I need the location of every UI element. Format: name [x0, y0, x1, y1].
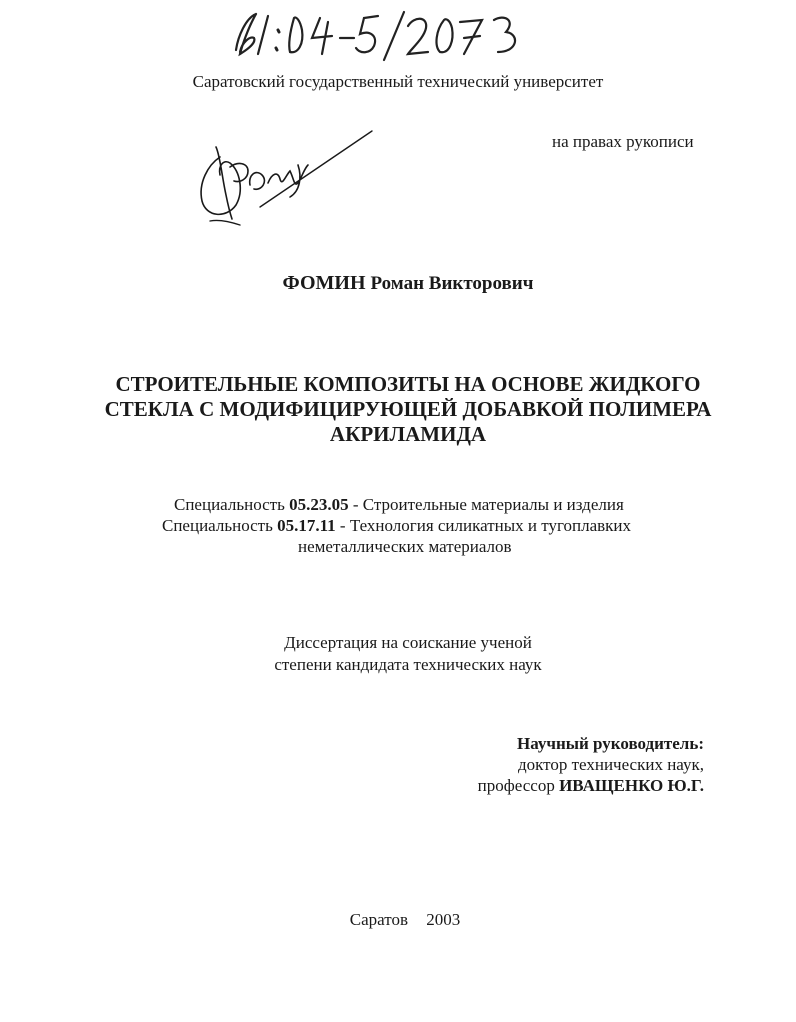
specialty-description: - Строительные материалы и изделия [352, 495, 624, 514]
supervisor-name: ИВАЩЕНКО Ю.Г. [559, 776, 704, 795]
specialty-description: - Технология силикатных и тугоплавких [339, 516, 632, 535]
specialty-prefix: Специальность [174, 495, 285, 514]
supervisor-degree: доктор технических наук, [517, 755, 704, 774]
thesis-title [60, 372, 756, 447]
specialty-line [162, 515, 631, 536]
supervisor-label: Научный руководитель: [517, 734, 704, 753]
author-signature [190, 125, 380, 230]
thesis-title-line: АКРИЛАМИДА [329, 422, 487, 446]
author-surname: ФОМИН [282, 272, 366, 294]
manuscript-note: на правах рукописи [552, 132, 694, 151]
specialty-continuation: неметаллических материалов [298, 537, 512, 556]
degree-statement [0, 632, 796, 676]
supervisor-block [478, 733, 704, 796]
university-name: Саратовский государственный технический университет [192, 72, 604, 91]
thesis-title-line: СТЕКЛА С МОДИФИЦИРУЮЩЕЙ ДОБАВКОЙ ПОЛИМЕРА [104, 397, 712, 421]
specialty-prefix: Специальность [162, 516, 273, 535]
supervisor-title-line [478, 775, 704, 796]
footer-place-year [0, 910, 796, 930]
footer-city: Саратов [349, 910, 408, 929]
specialty-code: 05.17.11 [277, 516, 336, 535]
degree-line: Диссертация на соискание ученой [284, 633, 532, 652]
author-given-names: Роман Викторович [370, 273, 534, 294]
degree-line: степени кандидата технических наук [274, 655, 542, 674]
author-name [0, 272, 796, 295]
specialty-line [174, 494, 624, 515]
specialty-code: 05.23.05 [289, 495, 349, 514]
thesis-title-line: СТРОИТЕЛЬНЫЕ КОМПОЗИТЫ НА ОСНОВЕ ЖИДКОГО [115, 372, 701, 396]
supervisor-title: профессор [477, 776, 555, 795]
footer-year: 2003 [426, 910, 461, 929]
archive-number-handwritten [228, 8, 528, 68]
